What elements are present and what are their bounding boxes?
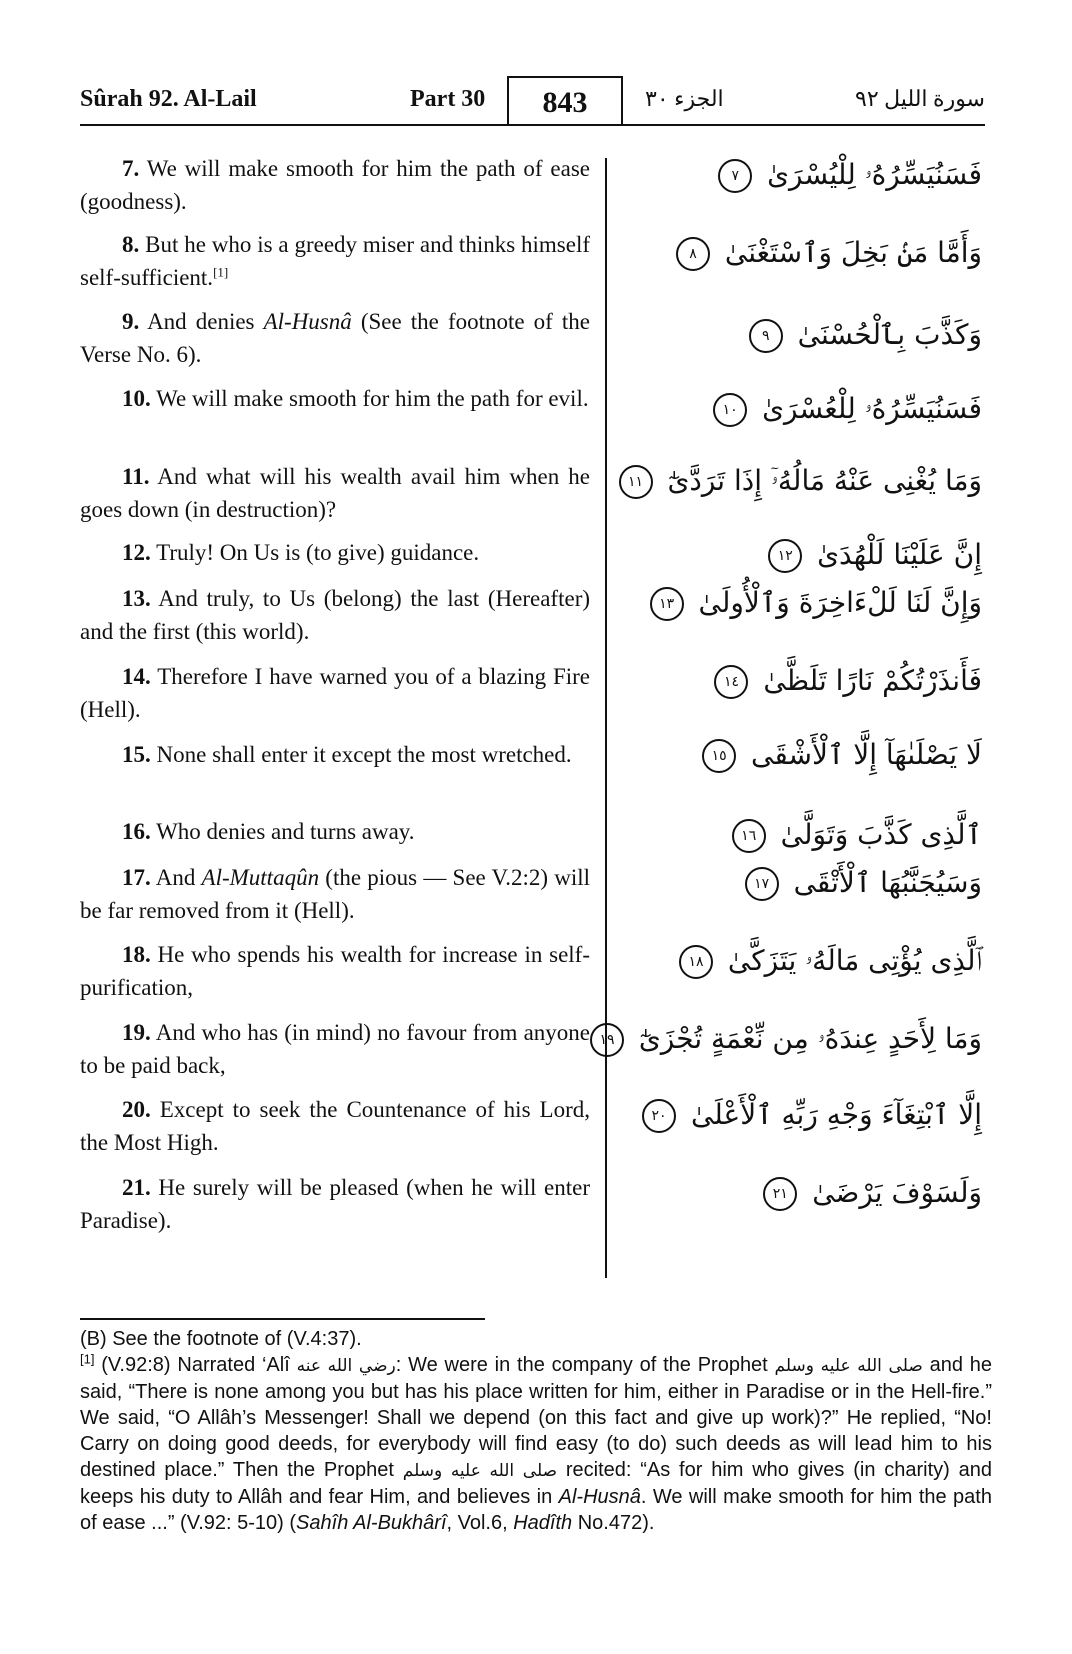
ayah-marker: ٩ xyxy=(749,319,783,353)
verse-11: 11. And what will his wealth avail him when he goes down (in destruction)? xyxy=(80,464,590,522)
juz-label-ar: الجزء ٣٠ xyxy=(645,86,724,111)
verse-8: 8. But he who is a greedy miser and thinks himself self-sufficient.[1] xyxy=(80,232,591,290)
arabic-verse-18: ٱلَّذِى يُؤْتِى مَالَهُۥ يَتَزَكَّىٰ ١٨ xyxy=(642,944,982,979)
header-rule xyxy=(80,124,985,126)
arabic-verse-21: وَلَسَوْفَ يَرْضَىٰ ٢١ xyxy=(642,1176,982,1211)
page-number: 843 xyxy=(542,86,588,119)
verse-20: 20. Except to seek the Countenance of his Lord, the Most High. xyxy=(80,1097,590,1155)
column-divider xyxy=(605,158,607,1278)
arabic-verse-16: ٱلَّذِى كَذَّبَ وَتَوَلَّىٰ ١٦ xyxy=(642,818,982,853)
ayah-marker: ١١ xyxy=(619,465,653,499)
arabic-verse-20: إِلَّا ٱبْتِغَآءَ وَجْهِ رَبِّهِ ٱلْأَعْلَىٰ ٢٠ xyxy=(642,1098,982,1133)
ayah-marker: ١٨ xyxy=(679,945,713,979)
arabic-verse-13: وَإِنَّ لَنَا لَلْءَاخِرَةَ وَٱلْأُولَىٰ ١٣ xyxy=(642,586,982,621)
footnote-ref: [1] xyxy=(213,264,229,280)
verse-12: 12. Truly! On Us is (to give) guidance. xyxy=(122,540,480,565)
ayah-marker: ١٠ xyxy=(713,393,747,427)
ayah-marker: ١٣ xyxy=(650,587,684,621)
surah-title-ar: سورة الليل ٩٢ xyxy=(855,86,985,111)
verse-21: 21. He surely will be pleased (when he will enter Paradise). xyxy=(80,1175,591,1233)
footnote-rule xyxy=(80,1318,485,1320)
arabic-verse-14: فَأَنذَرْتُكُمْ نَارًا تَلَظَّىٰ ١٤ xyxy=(642,664,982,699)
ayah-marker: ٧ xyxy=(718,159,752,193)
page-number-box xyxy=(507,76,623,124)
arabic-verse-15: لَا يَصْلَىٰهَآ إِلَّا ٱلْأَشْقَى ١٥ xyxy=(642,738,982,773)
verse-15: 15. None shall enter it except the most wretched. xyxy=(122,742,572,767)
verse-18: 18. He who spends his wealth for increase in self-purification, xyxy=(80,942,590,1000)
arabic-verse-9: وَكَذَّبَ بِٱلْحُسْنَىٰ ٩ xyxy=(642,318,982,353)
ayah-marker: ١٦ xyxy=(732,819,766,853)
ayah-marker: ١٢ xyxy=(768,539,802,573)
surah-title-en: Sûrah 92. Al-Lail xyxy=(80,86,257,112)
arabic-verse-10: فَسَنُيَسِّرُهُۥ لِلْعُسْرَىٰ ١٠ xyxy=(642,392,982,427)
arabic-verse-7: فَسَنُيَسِّرُهُۥ لِلْيُسْرَىٰ ٧ xyxy=(642,158,982,193)
arabic-verse-17: وَسَيُجَنَّبُهَا ٱلْأَتْقَى ١٧ xyxy=(642,866,982,901)
part-label: Part 30 xyxy=(410,86,486,112)
arabic-verse-11: وَمَا يُغْنِى عَنْهُ مَالُهُۥٓ إِذَا تَرَدَّىٰٓ ١١ xyxy=(642,464,982,499)
footnote-1: [1] (V.92:8) Narrated ‘Alî رضي الله عنه: We were in the company of the Prophet صلى الله عليه وسلم and he said, “There is none among you but has his place written for him, either in Paradise or in the Hell-fire.” We said, “O Allâh’s Messenger! Shall we depend (on this fact and give up work)?” He replied, “No! Carry on doing good deeds, for everybody will find easy (to do) such deeds as will lead him to his destined place.” Then the Prophet صلى الله عليه وسلم recited: “As for him who gives (in charity) and keeps his duty to Allâh and fear Him, and believes in Al-Husnâ. We will make smooth for him the path of ease ...” (V.92: 5-10) (Sahîh Al-Bukhârî, Vol.6, Hadîth No.472). xyxy=(80,1351,993,1534)
arabic-verse-19: وَمَا لِأَحَدٍ عِندَهُۥ مِن نِّعْمَةٍ تُجْزَىٰٓ ١٩ xyxy=(642,1022,982,1057)
verse-16: 16. Who denies and turns away. xyxy=(122,819,415,844)
verse-9: 9. And denies Al-Husnâ (See the footnote of the Verse No. 6). xyxy=(80,309,591,367)
ayah-marker: ٢٠ xyxy=(642,1099,676,1133)
verse-10: 10. We will make smooth for him the path for evil. xyxy=(122,386,589,411)
verse-7: 7. We will make smooth for him the path of ease (goodness). xyxy=(80,156,590,214)
arabic-verse-12: إِنَّ عَلَيْنَا لَلْهُدَىٰ ١٢ xyxy=(642,538,982,573)
page-header xyxy=(80,76,985,126)
arabic-verse-8: وَأَمَّا مَنۢ بَخِلَ وَٱسْتَغْنَىٰ ٨ xyxy=(642,236,982,271)
ayah-marker: ١٤ xyxy=(714,665,748,699)
verse-14: 14. Therefore I have warned you of a blazing Fire (Hell). xyxy=(80,664,590,722)
ayah-marker: ١٩ xyxy=(590,1023,624,1057)
ayah-marker: ١٧ xyxy=(745,867,779,901)
ayah-marker: ١٥ xyxy=(702,739,736,773)
verse-19: 19. And who has (in mind) no favour from anyone to be paid back, xyxy=(80,1020,590,1078)
verse-13: 13. And truly, to Us (belong) the last (Hereafter) and the first (this world). xyxy=(80,586,591,644)
ayah-marker: ٨ xyxy=(676,237,710,271)
footnotes xyxy=(80,1326,992,1536)
footnote-b: (B) See the footnote of (V.4:37). xyxy=(80,1328,362,1350)
verse-17: 17. And Al-Muttaqûn (the pious — See V.2:2) will be far removed from it (Hell). xyxy=(80,865,590,923)
ayah-marker: ٢١ xyxy=(763,1177,797,1211)
